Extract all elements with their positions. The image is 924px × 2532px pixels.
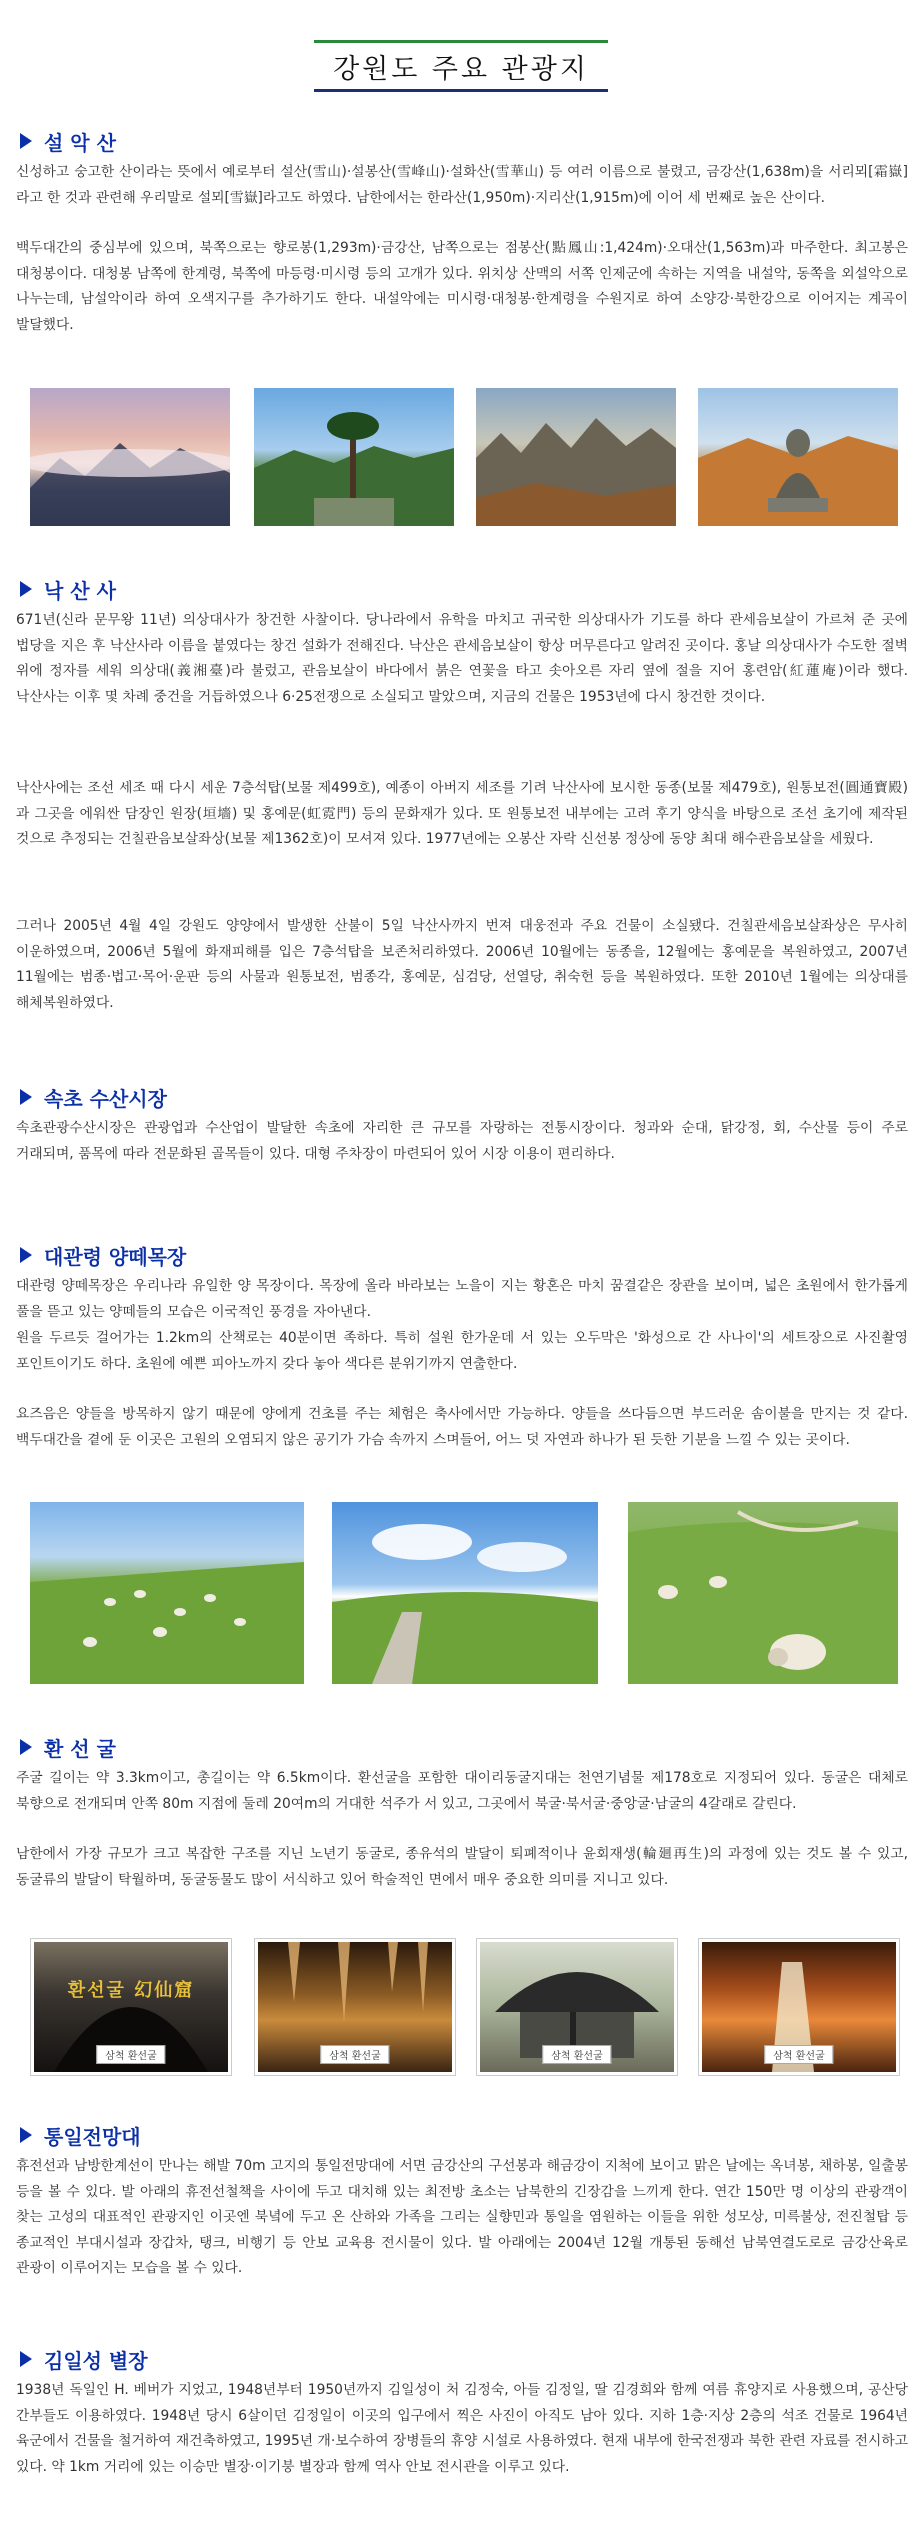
section-heading-naksan: 낙 산 사 xyxy=(20,574,116,604)
photo-pasture-path xyxy=(332,1502,598,1684)
section-heading-hwanseon: 환 선 굴 xyxy=(20,1732,116,1762)
triangle-bullet-icon xyxy=(20,133,32,149)
photo-caption: 삼척 환선굴 xyxy=(542,2045,611,2064)
paragraph-daegwallyeong-1: 대관령 양떼목장은 우리나라 유일한 양 목장이다. 목장에 올라 바라보는 노을이 지는 황혼은 마치 꿈결같은 장관을 보이며, 넓은 초원에서 한가롭게 풀을 뜯고 있는 양떼들의 모습은 이국적인 풍경을 자아낸다. xyxy=(16,1278,908,1320)
paragraph-hwanseon-1: 주굴 길이는 약 3.3km이고, 총길이는 약 6.5km이다. 환선굴을 포함한 대이리동굴지대는 천연기념물 제178호로 지정되어 있다. 동굴은 대체로 북향으로 전개되며 안쪽 80m 지점에 둘레 20여m의 거대한 석주가 서 있고, 그곳에서 북굴·북서굴·중앙굴·남굴의 4갈래로 갈린다. xyxy=(16,1770,908,1812)
photo-seorak-sea-of-clouds xyxy=(30,388,230,526)
photo-seorak-pine-peak xyxy=(254,388,454,526)
section-heading-seorak: 설 악 산 xyxy=(20,126,116,156)
photo-seorak-buddha-statue xyxy=(698,388,898,526)
paragraph-seorak-2: 백두대간의 중심부에 있으며, 북쪽으로는 향로봉(1,293m)·금강산, 남쪽으로는 점봉산(點鳳山:1,424m)·오대산(1,563m)과 마주한다. 최고봉은 대청봉이다. 대청봉 남쪽에 한계령, 북쪽에 마등령·미시령 등의 고개가 있다. 위치상 산맥의 서쪽 인제군에 속하는 지역을 내설악, 동쪽을 외설악으로 나누는데, 남설악이라 하여 오색지구를 추가하기도 한다. 내설악에는 미시령·대청봉·한계령을 수원지로 하여 소양강·북한강으로 이어지는 계곡이 발달했다. xyxy=(16,240,908,333)
paragraph-naksan-3: 그러나 2005년 4월 4일 강원도 양양에서 발생한 산불이 5일 낙산사까지 번져 대웅전과 주요 건물이 소실됐다. 건칠관세음보살좌상은 무사히 이운하였으며, 2006년 5월에 화재피해를 입은 7층석탑을 보존처리하였다. 2006년 10월에는 동종을, 12월에는 홍예문을 복원하였고, 2007년 11월에는 범종·법고·목어·운판 등의 사물과 원통보전, 범종각, 홍예문, 심검당, 선열당, 취숙헌 등을 복원하였다. 또한 2010년 1월에는 의상대를 해체복원하였다. xyxy=(16,918,908,1011)
paragraph-hwanseon-2: 남한에서 가장 규모가 크고 복잡한 구조를 지닌 노년기 동굴로, 종유석의 발달이 퇴폐적이나 윤회재생(輪廻再生)의 과정에 있는 것도 볼 수 있고, 동굴류의 발달이 탁월하며, 동굴동물도 많이 서식하고 있어 학술적인 면에서 매우 중요한 의미를 지니고 있다. xyxy=(16,1846,908,1888)
photo-sheep-hillside xyxy=(30,1502,304,1684)
paragraph-seorak-1: 신성하고 숭고한 산이라는 뜻에서 예로부터 설산(雪山)·설봉산(雪峰山)·설화산(雪華山) 등 여러 이름으로 불렸고, 금강산(1,638m)을 서리뫼[霜嶽]라고 한 것과 관련해 우리말로 설뫼[雪嶽]라고도 하였다. 남한에서는 한라산(1,950m)·지리산(1,915m)에 이어 세 번째로 높은 산이다. xyxy=(16,164,908,206)
photo-cave-umbrella-pavilion xyxy=(476,1938,678,2076)
triangle-bullet-icon xyxy=(20,1247,32,1263)
section-heading-sokcho: 속초 수산시장 xyxy=(20,1082,167,1112)
photo-seorak-rocky-ridge xyxy=(476,388,676,526)
photo-caption: 삼척 환선굴 xyxy=(96,2045,165,2064)
photo-caption: 삼척 환선굴 xyxy=(764,2045,833,2064)
paragraph-sokcho-1: 속초관광수산시장은 관광업과 수산업이 발달한 속초에 자리한 큰 규모를 자랑하는 전통시장이다. 청과와 순대, 닭강정, 회, 수산물 등이 주로 거래되며, 품목에 따라 전문화된 골목들이 있다. 대형 주차장이 마련되어 있어 시장 이용이 편리하다. xyxy=(16,1120,908,1162)
photo-cave-waterfall xyxy=(698,1938,900,2076)
photo-sheep-grazing xyxy=(628,1502,898,1684)
photo-cave-entrance xyxy=(30,1938,232,2076)
photo-caption: 삼척 환선굴 xyxy=(320,2045,389,2064)
section-heading-kimilsung: 김일성 별장 xyxy=(20,2344,148,2374)
page-title: 강원도 주요 관광지 xyxy=(333,53,589,85)
triangle-bullet-icon xyxy=(20,1089,32,1105)
page-title-box xyxy=(314,40,608,92)
triangle-bullet-icon xyxy=(20,1739,32,1755)
paragraph-daegwallyeong-3: 요즈음은 양들을 방목하지 않기 때문에 양에게 건초를 주는 체험은 축사에서만 가능하다. 양들을 쓰다듬으면 부드러운 솜이불을 만지는 것 같다. 백두대간을 곁에 둔 이곳은 고원의 오염되지 않은 공기가 가슴 속까지 스며들어, 어느 덧 자연과 하나가 된 듯한 기분을 느낄 수 있는 곳이다. xyxy=(16,1406,908,1448)
paragraph-naksan-1: 671년(신라 문무왕 11년) 의상대사가 창건한 사찰이다. 당나라에서 유학을 마치고 귀국한 의상대사가 기도를 하다 관세음보살이 가르쳐 준 곳에 법당을 지은 후 낙산사라 이름을 붙였다는 창건 설화가 전해진다. 낙산은 관세음보살이 항상 머무른다고 알려진 곳이다. 홍날 의상대사가 수도한 절벽 위에 정자를 세워 의상대(義湘臺)라 불렀고, 관음보살이 바다에서 붉은 연꽃을 타고 솟아오른 자리 옆에 절을 지어 홍련암(紅蓮庵)이라 했다. 낙산사는 이후 몇 차례 중건을 거듭하였으나 6·25전쟁으로 소실되고 말았으며, 지금의 건물은 1953년에 다시 창건한 것이다. xyxy=(16,612,908,705)
triangle-bullet-icon xyxy=(20,2351,32,2367)
paragraph-kimilsung-1: 1938년 독일인 H. 베버가 지었고, 1948년부터 1950년까지 김일성이 처 김정숙, 아들 김정일, 딸 김경희와 함께 여름 휴양지로 사용했으며, 공산당 간부들도 이용하였다. 1948년 당시 6살이던 김정일이 이곳의 입구에서 찍은 사진이 아직도 남아 있다. 지하 1층·지상 2층의 석조 건물로 1964년 육군에서 건물을 철거하여 재건축하였고, 1995년 개·보수하여 장병들의 휴양 시설로 사용하였다. 현재 내부에 한국전쟁과 북한 관련 자료를 전시하고 있다. 약 1km 거리에 있는 이승만 별장·이기붕 별장과 함께 역사 안보 전시관을 이루고 있다. xyxy=(16,2382,908,2475)
section-heading-daegwallyeong: 대관령 양떼목장 xyxy=(20,1240,186,1270)
paragraph-daegwallyeong-2: 원을 두르듯 걸어가는 1.2km의 산책로는 40분이면 족하다. 특히 설원 한가운데 서 있는 오두막은 '화성으로 간 사나이'의 세트장으로 사진촬영 포인트이기도 하다. 초원에 예쁜 피아노까지 갖다 놓아 색다른 분위기까지 연출한다. xyxy=(16,1330,908,1372)
paragraph-naksan-2: 낙산사에는 조선 세조 때 다시 세운 7층석탑(보물 제499호), 예종이 아버지 세조를 기려 낙산사에 보시한 동종(보물 제479호), 원통보전(圓通寶殿)과 그곳을 에워싼 담장인 원장(垣墻) 및 홍예문(虹霓門) 등의 문화재가 있다. 또 원통보전 내부에는 고려 후기 양식을 바탕으로 조선 초기에 제작된 것으로 추정되는 건칠관음보살좌상(보물 제1362호)이 모셔져 있다. 1977년에는 오봉산 자락 신선봉 정상에 동양 최대 해수관음보살을 세웠다. xyxy=(16,780,908,847)
photo-cave-stalactites xyxy=(254,1938,456,2076)
paragraph-tongil-1: 휴전선과 남방한계선이 만나는 해발 70m 고지의 통일전망대에 서면 금강산의 구선봉과 해금강이 지척에 보이고 맑은 날에는 옥녀봉, 채하봉, 일출봉 등을 볼 수 있다. 발 아래의 휴전선철책을 사이에 두고 대치해 있는 최전방 초소는 남북한의 긴장감을 느끼게 한다. 연간 150만 명 이상의 관광객이 찾는 고성의 대표적인 관광지인 이곳엔 북녘에 두고 온 산하와 가족을 그리는 실향민과 통일을 염원하는 이들을 위한 성모상, 미륵불상, 전진철탑 등 종교적인 부대시설과 장갑차, 탱크, 비행기 등 안보 교육용 전시물이 있다. 발 아래에는 2004년 12월 개통된 동해선 남북연결도로로 금강산육로 관광이 이루어지는 모습을 볼 수 있다. xyxy=(16,2158,908,2276)
triangle-bullet-icon xyxy=(20,581,32,597)
mountain-silhouette xyxy=(30,388,230,526)
cave-sign-text: 환선굴 幻仙窟 xyxy=(67,1979,195,2001)
triangle-bullet-icon xyxy=(20,2127,32,2143)
section-heading-tongil: 통일전망대 xyxy=(20,2120,141,2150)
